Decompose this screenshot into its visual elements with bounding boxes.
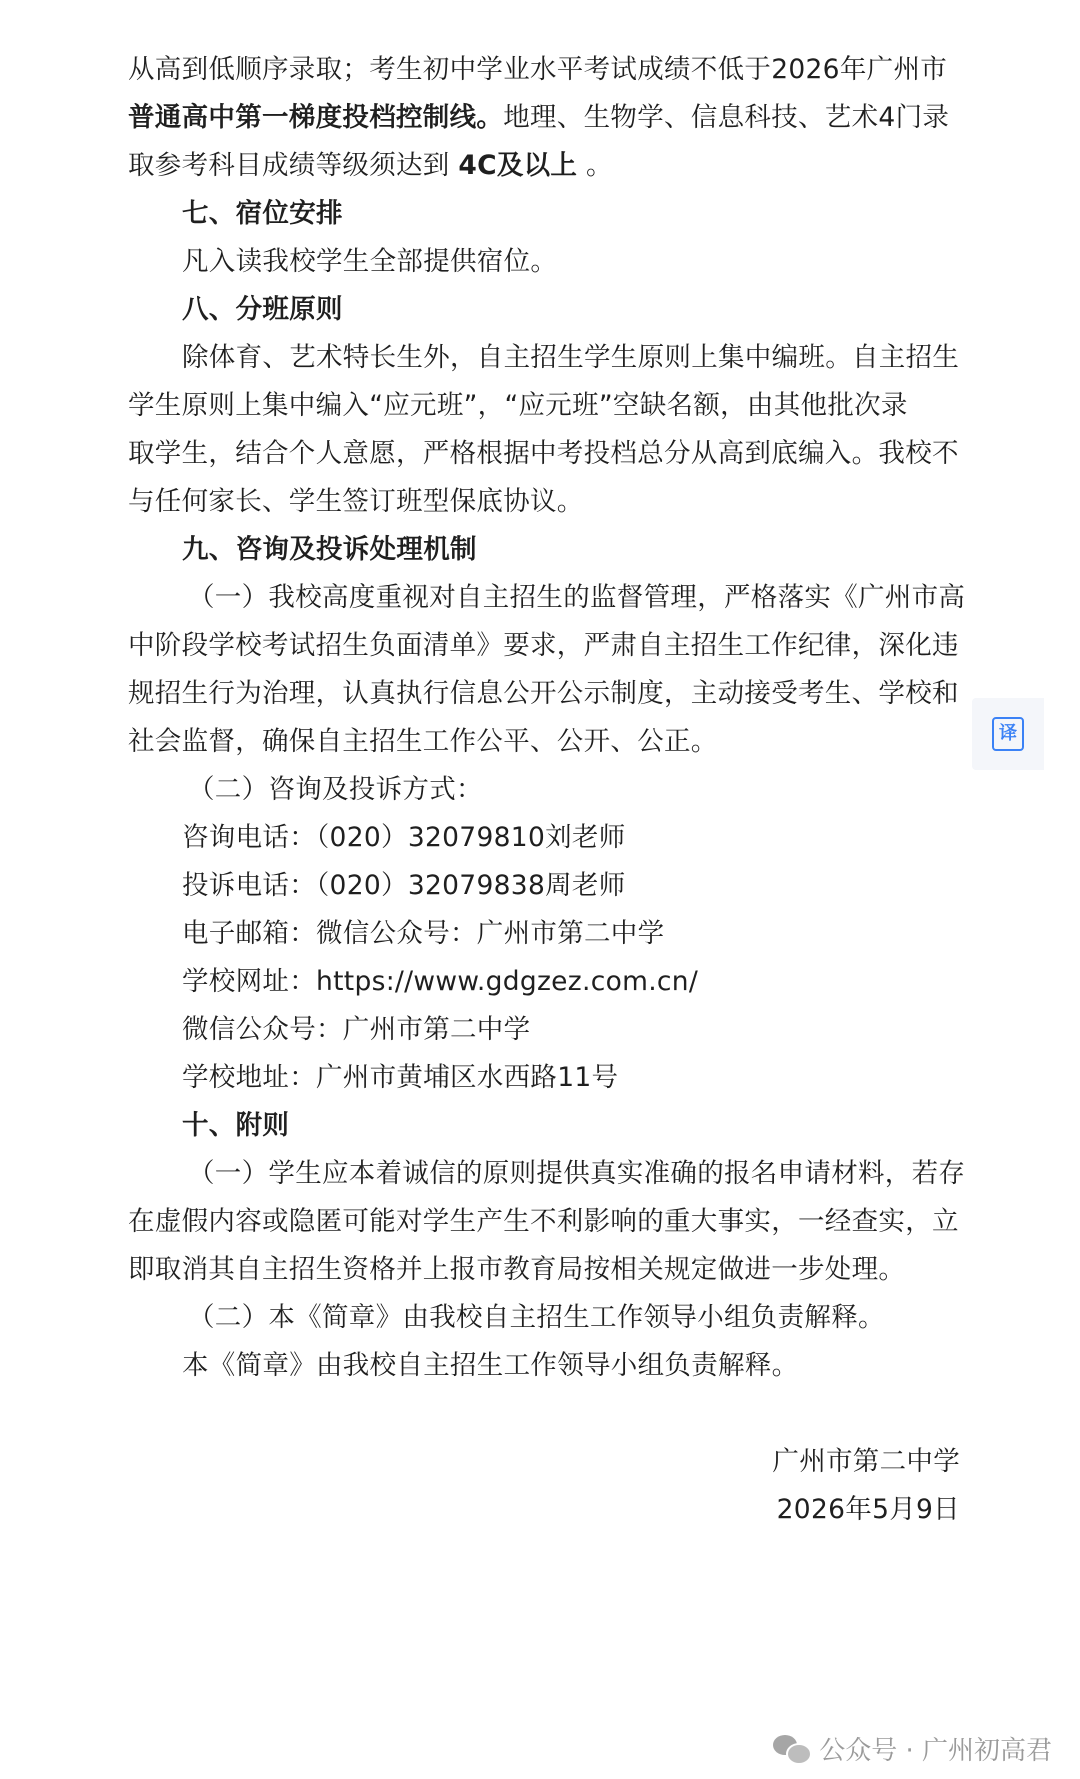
contact-line: 咨询电话：（020）32079810刘老师 [182, 822, 626, 853]
contact-line: 电子邮箱：微信公众号：广州市第二中学 [182, 918, 665, 949]
text-line [128, 142, 960, 190]
watermark-text: 公众号 · 广州初高君 [819, 1735, 1052, 1766]
paragraph-text: 社会监督，确保自主招生工作公平、公开、公正。 [128, 726, 718, 757]
contact-line: 学校地址：广州市黄埔区水西路11号 [182, 1062, 619, 1093]
section-heading: 八、分班原则 [182, 294, 343, 325]
paragraph-text: （一）我校高度重视对自主招生的监督管理，严格落实《广州市高 [188, 582, 966, 613]
paragraph-text: 除体育、艺术特长生外，自主招生学生原则上集中编班。自主招生 [182, 342, 960, 373]
paragraph-text: 本《简章》由我校自主招生工作领导小组负责解释。 [182, 1350, 799, 1381]
paragraph-text: 地理、生物学、信息科技、艺术4门录 [503, 102, 950, 133]
spacer [128, 1390, 960, 1438]
paragraph-text: （二）本《简章》由我校自主招生工作领导小组负责解释。 [188, 1302, 885, 1333]
contact-line: 微信公众号：广州市第二中学 [182, 1014, 531, 1045]
bold-text: 普通高中第一梯度投档控制线。 [128, 102, 504, 133]
signature-school: 广州市第二中学 [772, 1446, 960, 1477]
paragraph-text: （二）咨询及投诉方式： [188, 774, 483, 805]
paragraph-text: 即取消其自主招生资格并上报市教育局按相关规定做进一步处理。 [128, 1254, 906, 1285]
paragraph-text: 取参考科目成绩等级须达到 [128, 150, 450, 181]
paragraph-text: （一）学生应本着诚信的原则提供真实准确的报名申请材料，若存 [188, 1158, 966, 1189]
document-body [128, 46, 966, 1534]
contact-line: 投诉电话：（020）32079838周老师 [182, 870, 626, 901]
paragraph-text: 取学生，结合个人意愿，严格根据中考投档总分从高到底编入。我校不 [128, 438, 959, 469]
paragraph-text: 学生原则上集中编入“应元班”，“应元班”空缺名额，由其他批次录 [128, 390, 908, 421]
translate-button[interactable] [972, 698, 1044, 770]
paragraph-text: 规招生行为治理，认真执行信息公开公示制度，主动接受考生、学校和 [128, 678, 959, 709]
bold-text: 4C及以上 [458, 150, 578, 181]
watermark [773, 1728, 1052, 1768]
paragraph-text: 凡入读我校学生全部提供宿位。 [182, 246, 558, 277]
paragraph-text: 在虚假内容或隐匿可能对学生产生不利影响的重大事实，一经查实，立 [128, 1206, 959, 1237]
section-heading: 七、宿位安排 [182, 198, 343, 229]
translate-icon: 译 [992, 717, 1024, 751]
wechat-icon [773, 1733, 809, 1763]
paragraph-text: 从高到低顺序录取；考生初中学业水平考试成绩不低于2026年广州市 [128, 54, 948, 85]
paragraph-text: 与任何家长、学生签订班型保底协议。 [128, 486, 584, 517]
section-heading: 九、咨询及投诉处理机制 [182, 534, 477, 565]
section-heading: 十、附则 [182, 1110, 290, 1141]
text-line [128, 94, 960, 142]
contact-line: 学校网址：https://www.gdgzez.com.cn/ [182, 966, 699, 997]
paragraph-text: 。 [585, 150, 613, 181]
signature-date: 2026年5月9日 [776, 1494, 960, 1525]
text-line [128, 46, 960, 94]
paragraph-text: 中阶段学校考试招生负面清单》要求，严肃自主招生工作纪律，深化违 [128, 630, 959, 661]
